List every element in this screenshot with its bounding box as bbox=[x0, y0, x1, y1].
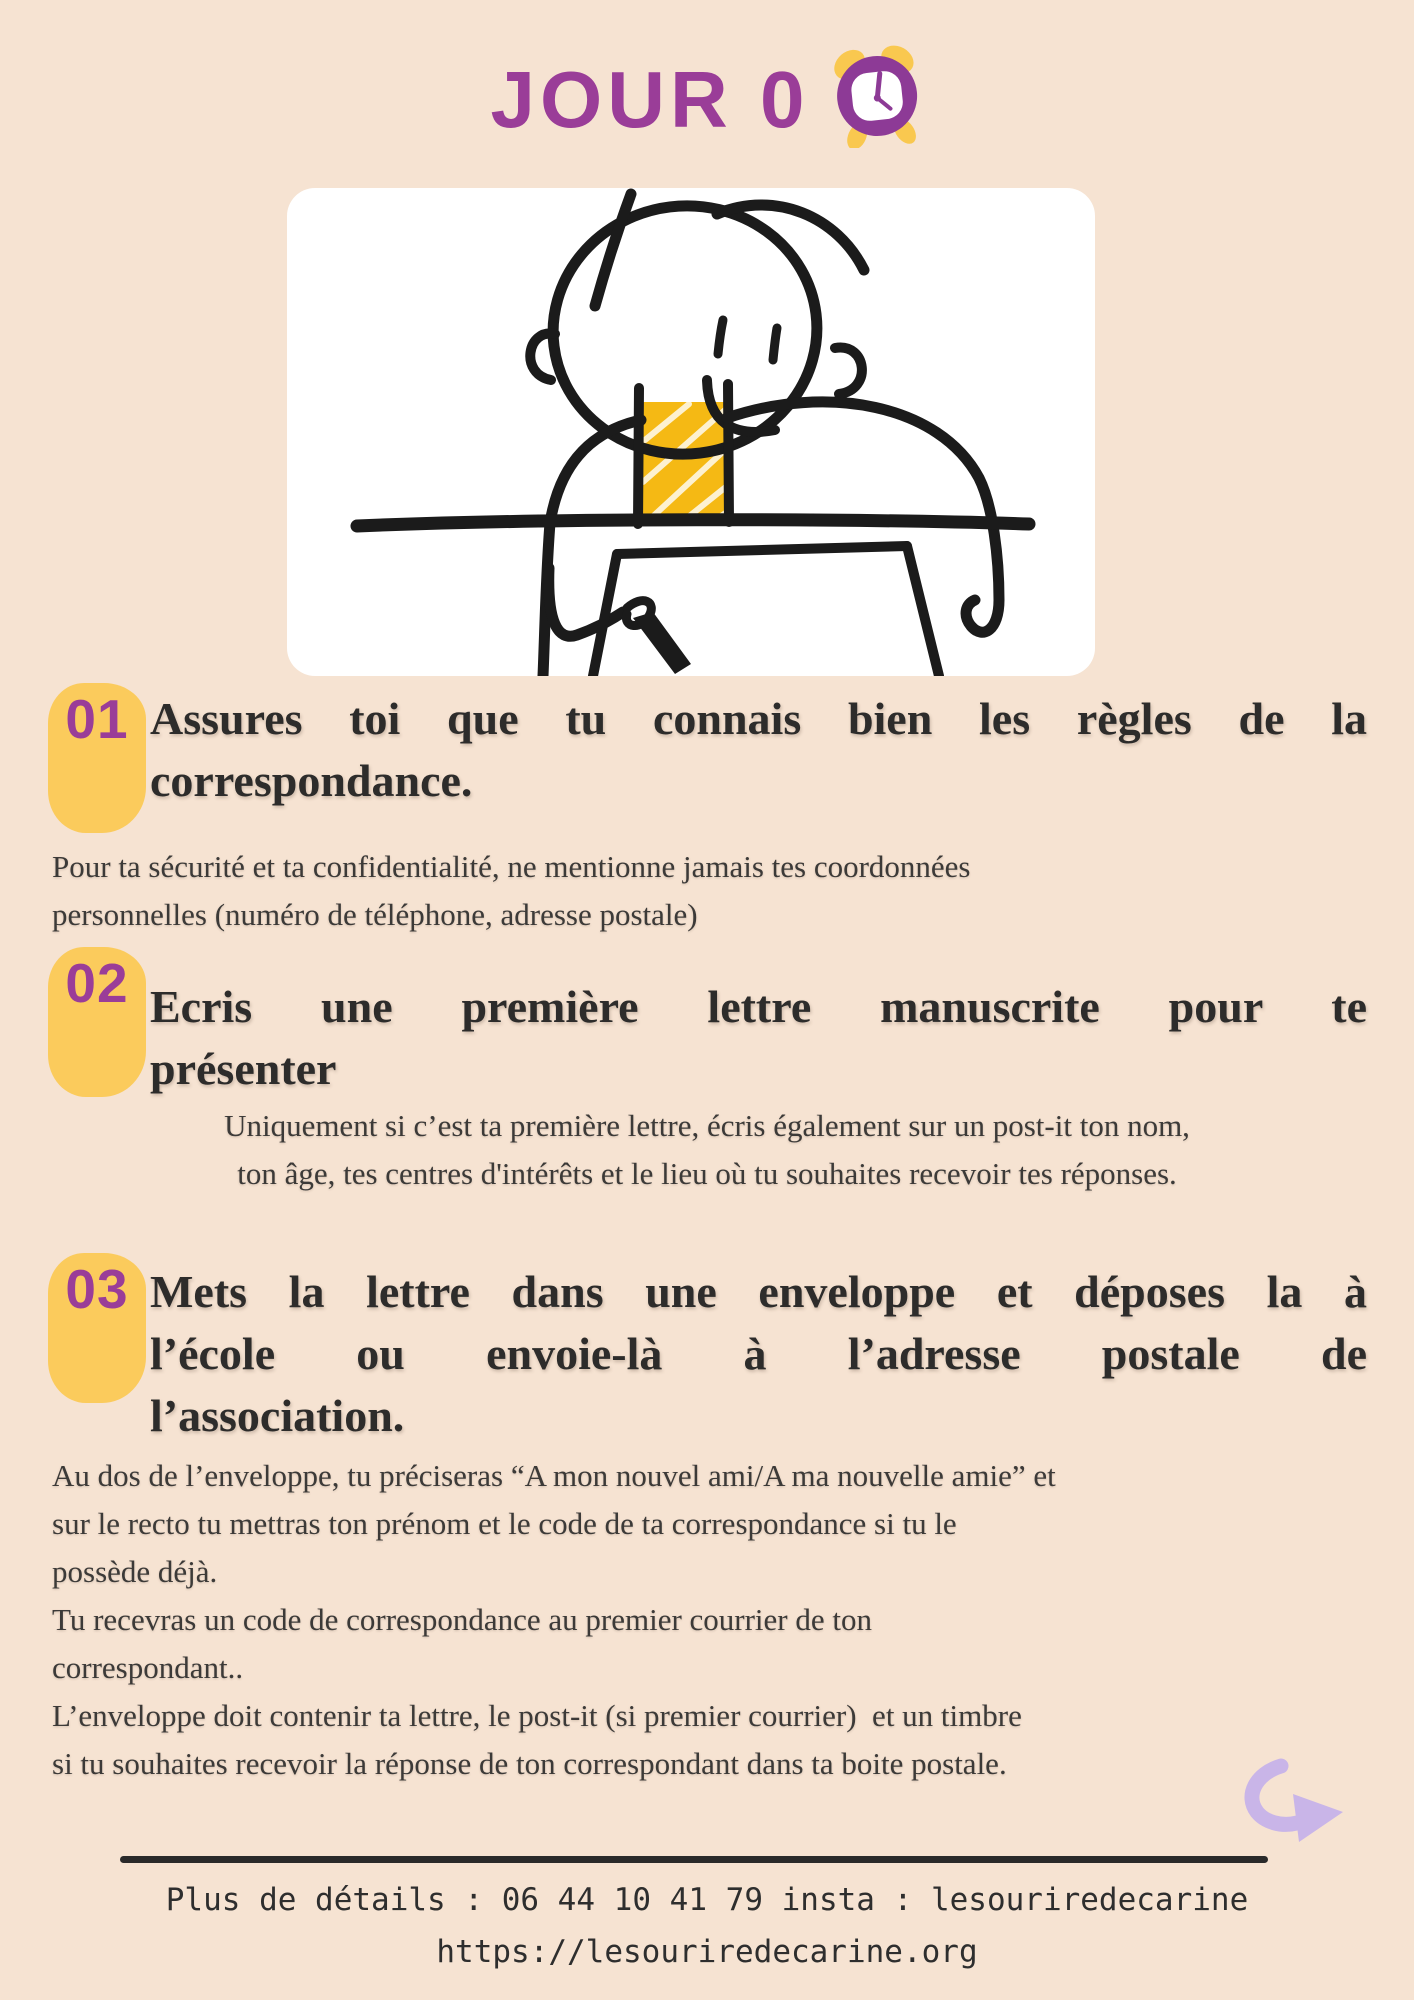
step-02-body-line: Uniquement si c’est ta première lettre, écris également sur un post-it ton nom, bbox=[224, 1108, 1190, 1143]
step-01-number: 01 bbox=[65, 688, 129, 750]
footer-contact: Plus de détails : 06 44 10 41 79 insta : lesouriredecarine bbox=[165, 1882, 1249, 1918]
footer-website: https://lesouriredecarine.org bbox=[436, 1934, 978, 1970]
step-03-heading-line: l’association. bbox=[150, 1390, 405, 1441]
curved-right-arrow-icon bbox=[1243, 1758, 1347, 1846]
step-02-badge bbox=[48, 947, 146, 1097]
header bbox=[0, 55, 1414, 148]
step-03-body-line: possède déjà. bbox=[52, 1554, 218, 1589]
step-01-heading-line: correspondance. bbox=[150, 755, 473, 806]
step-01-heading-line: Assures toi que tu connais bien les règles de la bbox=[150, 693, 1367, 744]
step-02-body-line: ton âge, tes centres d'intérêts et le lieu où tu souhaites recevoir tes réponses. bbox=[237, 1156, 1177, 1191]
step-03-heading-line: Mets la lettre dans une enveloppe et déposes la à bbox=[150, 1266, 1367, 1317]
step-03-body-line: correspondant.. bbox=[52, 1650, 244, 1685]
step-02-heading bbox=[150, 976, 1367, 1100]
step-01-heading bbox=[150, 688, 1367, 812]
illustration-card bbox=[287, 188, 1095, 676]
step-02-heading-line: Ecris une première lettre manuscrite pour te bbox=[150, 981, 1367, 1032]
footer-divider bbox=[120, 1856, 1268, 1863]
step-03-heading bbox=[150, 1261, 1367, 1447]
step-01-body bbox=[52, 843, 971, 939]
step-03-badge bbox=[48, 1253, 146, 1403]
step-03-body-line: L’enveloppe doit contenir ta lettre, le post-it (si premier courrier) et un timbre bbox=[52, 1698, 1022, 1733]
alarm-clock-icon bbox=[831, 42, 923, 148]
step-02-body bbox=[0, 1102, 1414, 1198]
step-03-heading-line: l’école ou envoie-là à l’adresse postale de bbox=[150, 1328, 1367, 1379]
step-02-heading-line: présenter bbox=[150, 1043, 337, 1094]
step-03-body bbox=[52, 1452, 1056, 1788]
step-03-number: 03 bbox=[65, 1258, 129, 1320]
page-title: JOUR 0 bbox=[490, 55, 810, 144]
step-01-body-line: personnelles (numéro de téléphone, adresse postale) bbox=[52, 897, 698, 932]
person-writing-at-desk-sketch bbox=[287, 188, 1095, 676]
step-01-badge bbox=[48, 683, 146, 833]
step-01-body-line: Pour ta sécurité et ta confidentialité, ne mentionne jamais tes coordonnées bbox=[52, 849, 971, 884]
step-03-body-line: sur le recto tu mettras ton prénom et le code de ta correspondance si tu le bbox=[52, 1506, 957, 1541]
step-03-body-line: Tu recevras un code de correspondance au premier courrier de ton bbox=[52, 1602, 873, 1637]
step-02-number: 02 bbox=[65, 952, 129, 1014]
step-03-body-line: Au dos de l’enveloppe, tu préciseras “A mon nouvel ami/A ma nouvelle amie” et bbox=[52, 1458, 1056, 1493]
step-03-body-line: si tu souhaites recevoir la réponse de ton correspondant dans ta boite postale. bbox=[52, 1746, 1007, 1781]
